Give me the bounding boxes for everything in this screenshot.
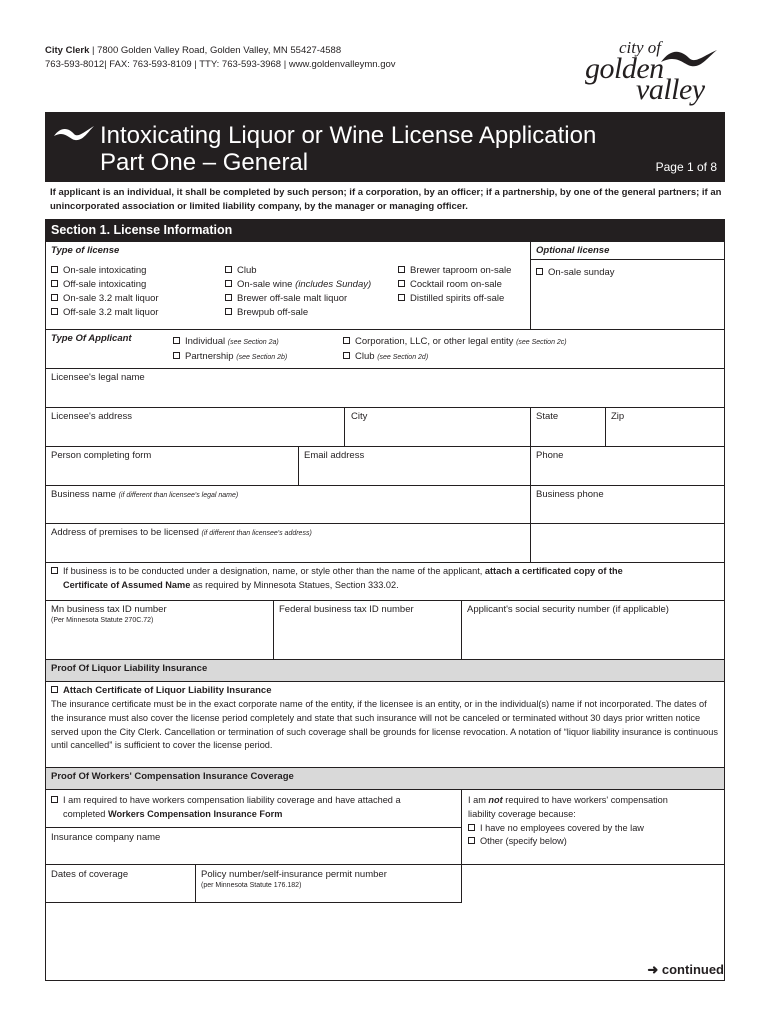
logo-wing-icon xyxy=(659,44,719,74)
legal-name-label: Licensee's legal name xyxy=(51,372,145,383)
license-option[interactable]: Brewpub off-sale xyxy=(225,306,371,320)
business-name-field[interactable] xyxy=(45,485,531,523)
checkbox[interactable] xyxy=(51,796,58,803)
applicant-option-corporation[interactable]: Corporation, LLC, or other legal entity (see Section 2c) xyxy=(343,335,567,350)
checkbox[interactable] xyxy=(225,266,232,273)
person-completing-field[interactable] xyxy=(45,446,299,485)
checkbox[interactable] xyxy=(225,280,232,287)
letterhead xyxy=(45,38,735,106)
email-label: Email address xyxy=(304,450,365,461)
license-option[interactable]: On-sale 3.2 malt liquor xyxy=(51,292,159,306)
mn-tax-id-label: Mn business tax ID number xyxy=(51,604,167,615)
checkbox[interactable] xyxy=(173,337,180,344)
dates-of-coverage-field[interactable] xyxy=(45,865,196,903)
email-field[interactable] xyxy=(299,446,531,485)
insurance-company-field[interactable] xyxy=(45,828,462,865)
type-of-applicant-label: Type Of Applicant xyxy=(51,333,132,344)
checkbox[interactable] xyxy=(173,352,180,359)
checkbox[interactable] xyxy=(343,337,350,344)
policy-number-label: Policy number/self-insurance permit number xyxy=(201,869,387,880)
premises-address-label: Address of premises to be licensed (if different than licensee's address) xyxy=(51,527,312,538)
continued-label: ➜ continued xyxy=(647,962,724,977)
liability-heading: Proof Of Liquor Liability Insurance xyxy=(45,659,725,682)
address-row xyxy=(45,407,725,446)
checkbox[interactable] xyxy=(51,266,58,273)
ssn-label: Applicant's social security number (if applicable) xyxy=(467,604,669,615)
checkbox[interactable] xyxy=(225,294,232,301)
arrow-right-icon: ➜ xyxy=(647,962,662,977)
federal-tax-id-field[interactable] xyxy=(274,600,462,659)
form-subtitle: Part One – General xyxy=(100,149,309,176)
logo-valley: valley xyxy=(636,73,705,106)
phone-field[interactable] xyxy=(531,446,725,485)
federal-tax-id-label: Federal business tax ID number xyxy=(279,604,414,615)
checkbox[interactable] xyxy=(51,294,58,301)
tax-id-row xyxy=(45,600,725,659)
applicant-option-individual[interactable]: Individual (see Section 2a) xyxy=(173,335,287,350)
city-field[interactable] xyxy=(345,407,531,446)
workers-not-required-block: I am not required to have workers' compensation liability coverage because: I have no employees covered by the law Other (specify below) xyxy=(462,790,725,865)
policy-number-note: (per Minnesota Statute 176.182) xyxy=(201,882,302,889)
optional-license-block xyxy=(531,242,725,329)
city-logo xyxy=(581,38,721,108)
phone-label: Phone xyxy=(536,450,564,461)
contact-block: City Clerk | 7800 Golden Valley Road, Golden Valley, MN 55427-4588 763-593-8012| FAX: 763-593-8109 | TTY: 763-593-3968 | www.goldenvalleymn.gov xyxy=(45,44,735,72)
state-label: State xyxy=(536,411,559,422)
license-option[interactable]: Brewer off-sale malt liquor xyxy=(225,292,371,306)
address-label: Licensee's address xyxy=(51,411,133,422)
logo-golden: golden xyxy=(585,52,664,85)
checkbox[interactable] xyxy=(51,686,58,693)
workers-comp-heading: Proof Of Workers' Compensation Insurance Coverage xyxy=(45,767,725,790)
intro-text: If applicant is an individual, it shall be completed by such person; if a corporation, by an officer; if a partnership, by one of the general partners; if an unincorporated association or limited liability company, by the manager or managing officer. xyxy=(50,187,722,212)
other-option[interactable]: Other (specify below) xyxy=(468,835,723,849)
license-option[interactable]: Club xyxy=(225,264,371,278)
license-type-block xyxy=(45,242,531,329)
clerk-label: City Clerk xyxy=(45,45,90,56)
checkbox[interactable] xyxy=(51,308,58,315)
optional-license-option[interactable]: On-sale sunday xyxy=(536,266,615,280)
clerk-address: 7800 Golden Valley Road, Golden Valley, MN 55427-4588 xyxy=(97,45,342,56)
liability-block xyxy=(45,682,725,767)
business-phone-label: Business phone xyxy=(536,489,604,500)
coverage-row xyxy=(45,865,725,981)
business-phone-field[interactable] xyxy=(531,485,725,523)
business-row xyxy=(45,485,725,523)
license-option[interactable]: Distilled spirits off-sale xyxy=(398,292,511,306)
zip-label: Zip xyxy=(611,411,625,422)
page-number: Page 1 of 8 xyxy=(655,160,717,174)
applicant-option-club[interactable]: Club (see Section 2d) xyxy=(343,350,567,365)
optional-license-label: Optional license xyxy=(536,245,610,256)
license-option[interactable]: Off-sale 3.2 malt liquor xyxy=(51,306,159,320)
address-field[interactable] xyxy=(45,407,345,446)
checkbox[interactable] xyxy=(536,268,543,275)
city-label: City xyxy=(351,411,368,422)
license-option[interactable]: On-sale intoxicating xyxy=(51,264,159,278)
checkbox[interactable] xyxy=(468,824,475,831)
wing-icon xyxy=(53,124,95,146)
legal-name-field[interactable] xyxy=(45,368,725,407)
checkbox[interactable] xyxy=(398,266,405,273)
mn-tax-id-field[interactable] xyxy=(45,600,274,659)
insurance-company-label: Insurance company name xyxy=(51,832,161,843)
ssn-field[interactable] xyxy=(462,600,725,659)
form-title: Intoxicating Liquor or Wine License Application xyxy=(100,122,597,149)
premises-address-field[interactable] xyxy=(45,523,531,562)
checkbox[interactable] xyxy=(343,352,350,359)
license-option[interactable]: On-sale wine (includes Sunday) xyxy=(225,278,371,292)
policy-number-field[interactable] xyxy=(196,865,462,903)
person-completing-label: Person completing form xyxy=(51,450,152,461)
logo-city-of: city of xyxy=(619,38,662,57)
not-required-text: I am not required to have workers' compensation xyxy=(468,795,668,805)
checkbox[interactable] xyxy=(398,294,405,301)
applicant-option-partnership[interactable]: Partnership (see Section 2b) xyxy=(173,350,287,365)
type-of-license-label: Type of license xyxy=(51,245,120,256)
checkbox[interactable] xyxy=(225,308,232,315)
business-name-label: Business name (if different than licensee's legal name) xyxy=(51,489,239,500)
checkbox[interactable] xyxy=(51,567,58,574)
assumed-name-block[interactable]: If business is to be conducted under a designation, name, or style other than the name of the applicant, attach a certificated copy of the Certificate of Assumed Name as required by Minnesota Statues, Section 333.02. xyxy=(45,562,725,600)
state-field[interactable] xyxy=(531,407,606,446)
license-option[interactable]: Brewer taproom on-sale xyxy=(398,264,511,278)
applicant-type-block xyxy=(45,329,725,368)
mn-tax-id-note: (Per Minnesota Statute 270C.72) xyxy=(51,617,154,624)
section1-heading: Section 1. License Information xyxy=(45,219,725,242)
checkbox[interactable] xyxy=(468,837,475,844)
liability-attach-option[interactable]: Attach Certificate of Liquor Liability Insurance xyxy=(51,684,272,698)
license-option[interactable]: Cocktail room on-sale xyxy=(398,278,511,292)
contact-row xyxy=(45,446,725,485)
premises-row xyxy=(45,523,725,562)
title-bar xyxy=(45,112,725,182)
dates-of-coverage-label: Dates of coverage xyxy=(51,869,129,880)
clerk-phone-line: 763-593-8012| FAX: 763-593-8109 | TTY: 763-593-3968 | www.goldenvalleymn.gov xyxy=(45,59,396,70)
checkbox[interactable] xyxy=(398,280,405,287)
zip-field[interactable] xyxy=(606,407,725,446)
no-employees-option[interactable]: I have no employees covered by the law xyxy=(468,822,723,836)
workers-required-option[interactable]: I am required to have workers compensation liability coverage and have attached a completed Workers Compensation Insurance Form xyxy=(45,790,462,828)
checkbox[interactable] xyxy=(51,280,58,287)
liability-body: The insurance certificate must be in the exact corporate name of the entity, if the licensee is an entity, or in the individual(s) name if not incorporated. The dates of the insurance must also cover the license period completely and state that such insurance will not be canceled or terminated without 30 days prior written notice served upon the City Clerk. Cancellation or termination of such coverage shall be grounds for license revocation. A notation of “liquor liability insurance is continuous until cancelled” is sufficient to cover the license period. xyxy=(51,699,718,751)
license-option[interactable]: Off-sale intoxicating xyxy=(51,278,159,292)
